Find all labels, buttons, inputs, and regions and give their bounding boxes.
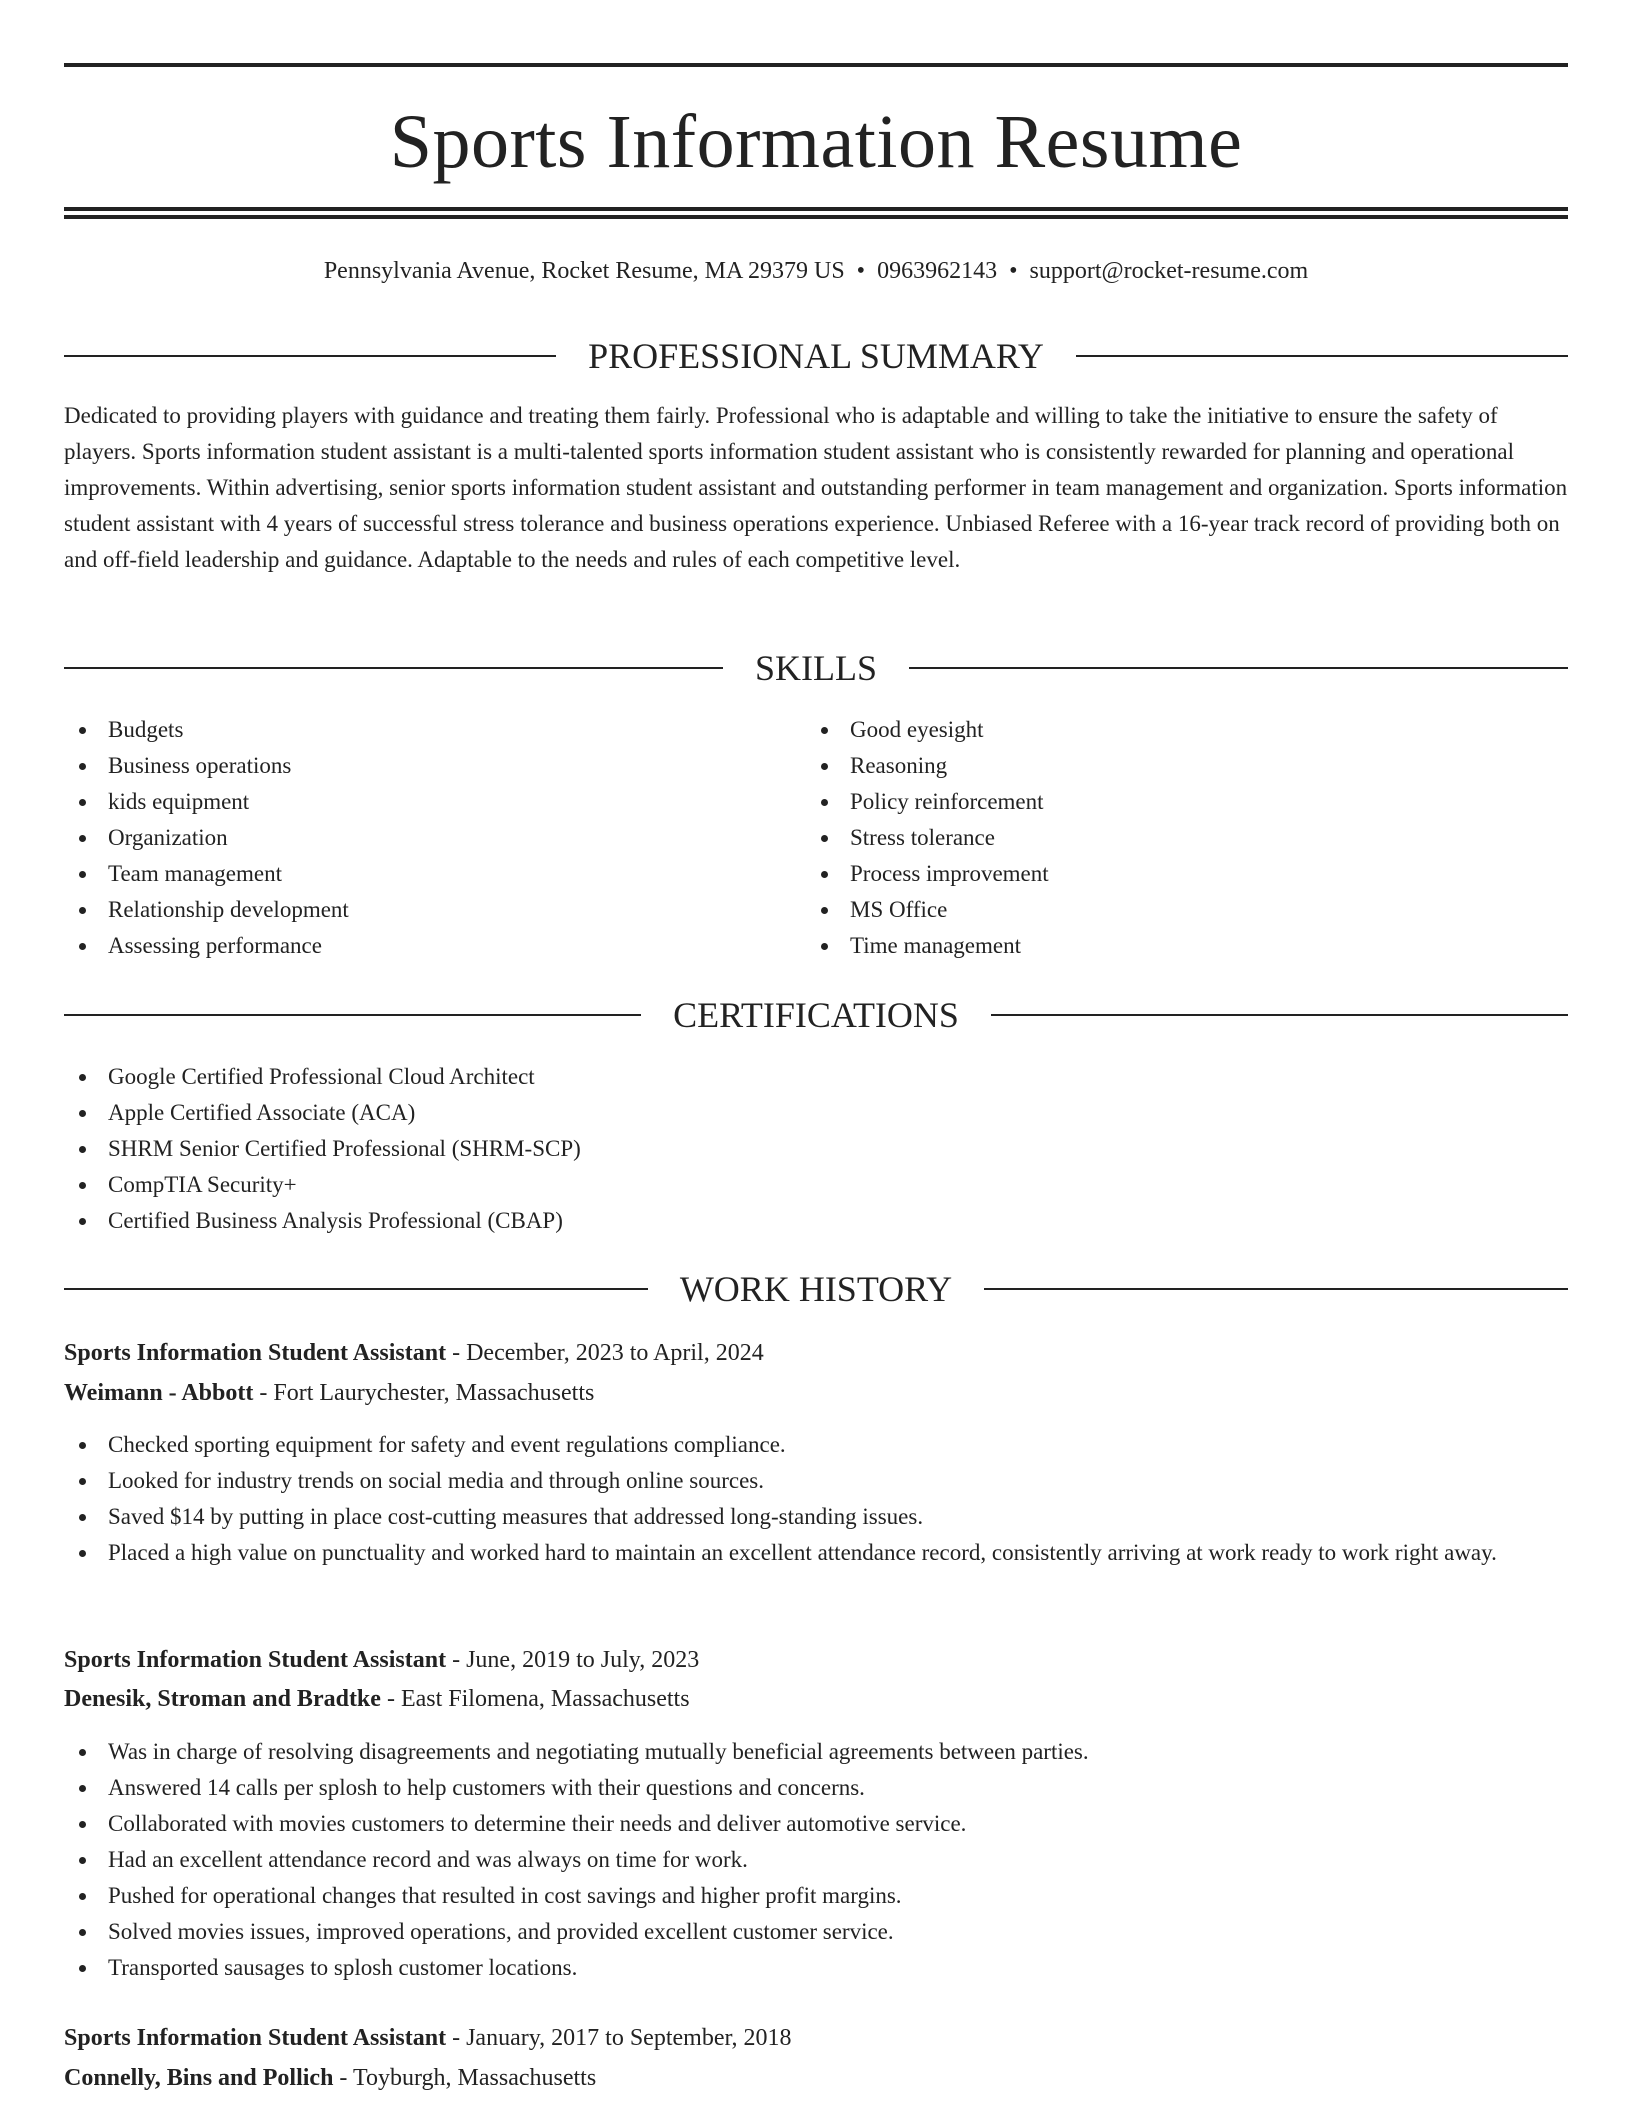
skill-item: Relationship development [64,892,804,928]
job-bullet: Transported sausages to splosh customer locations. [64,1950,1568,1986]
job-dash: - [446,2025,467,2051]
section-heading-skills [64,646,1568,690]
job-title: Sports Information Student Assistant [64,1340,447,1366]
job-bullet: Had an excellent attendance record and was always on time for work. [64,1842,1568,1878]
certification-item: Certified Business Analysis Professional (CBAP) [64,1203,1568,1239]
certifications-list [64,1059,1568,1239]
job-dates: January, 2017 to September, 2018 [466,2025,792,2051]
contact-line [64,254,1568,288]
section-title: WORK HISTORY [679,1269,953,1309]
contact-email: support@rocket-resume.com [1029,258,1309,284]
job-title: Sports Information Student Assistant [64,2025,447,2051]
section-heading-certifications [64,993,1568,1037]
skill-item: MS Office [806,892,1546,928]
summary-paragraph: Dedicated to providing players with guidance and treating them fairly. Professional who is adaptable and willing to take the initiative to ensure the safety of players. Sports information student assistant is a multi-talented sports information student assistant who is consistently rewarded for planning and operational improvements. Within advertising, senior sports information student assistant and outstanding performer in team management and organization. Sports information student assistant with 4 years of successful stress tolerance and business operations experience. Unbiased Referee with a 16-year track record of providing both on and off-field leadership and guidance. Adaptable to the needs and rules of each competitive level. [64,403,1568,572]
job-dates: June, 2019 to July, 2023 [466,1647,700,1673]
section-heading-summary [64,334,1568,378]
job-bullet: Looked for industry trends on social media and through online sources. [64,1463,1568,1499]
top-rule [64,63,1568,67]
job-bullet: Placed a high value on punctuality and worked hard to maintain an excellent attendance record, consistently arriving at work ready to work right away. [64,1535,1568,1571]
heading-rule [1076,355,1568,357]
job-bullets [64,1734,1568,1986]
job-company: Connelly, Bins and Pollich [64,2065,334,2091]
job-bullet: Answered 14 calls per splosh to help customers with their questions and concerns. [64,1770,1568,1806]
job-title-line [64,1334,1568,1372]
job-title-line [64,2019,1568,2057]
job-company: Denesik, Stroman and Bradtke [64,1686,381,1712]
section-title: CERTIFICATIONS [673,995,959,1035]
job-dates: December, 2023 to April, 2024 [466,1340,764,1366]
job-bullet: Was in charge of resolving disagreements and negotiating mutually beneficial agreements between parties. [64,1734,1568,1770]
job-title: Sports Information Student Assistant [64,1647,447,1673]
skills-list-right [806,712,1546,964]
section-heading-work-history [64,1267,1568,1311]
section-title: SKILLS [755,648,878,688]
skill-item: kids equipment [64,784,804,820]
job-bullet: Pushed for operational changes that resulted in cost savings and higher profit margins. [64,1878,1568,1914]
skill-item: Process improvement [806,856,1546,892]
skill-item: Business operations [64,748,804,784]
job-dash: - [446,1647,467,1673]
skill-item: Policy reinforcement [806,784,1546,820]
skills-list-left [64,712,804,964]
certification-item: CompTIA Security+ [64,1167,1568,1203]
job-dash: - [446,1340,467,1366]
contact-separator: • [1009,258,1018,284]
job-location: East Filomena, Massachusetts [400,1686,690,1712]
skill-item: Time management [806,928,1546,964]
certification-item: Google Certified Professional Cloud Architect [64,1059,1568,1095]
job-bullet: Collaborated with movies customers to determine their needs and deliver automotive service. [64,1806,1568,1842]
job-dash: - [380,1686,401,1712]
job-company-line [64,1680,1568,1718]
title-rule-lower [64,215,1568,219]
skill-item: Team management [64,856,804,892]
section-title: PROFESSIONAL SUMMARY [588,336,1044,376]
heading-rule [64,1288,648,1290]
skill-item: Reasoning [806,748,1546,784]
heading-rule [991,1014,1568,1016]
heading-rule [64,355,556,357]
skill-item: Assessing performance [64,928,804,964]
job-bullet: Solved movies issues, improved operations, and provided excellent customer service. [64,1914,1568,1950]
heading-rule [64,1014,641,1016]
job-dash: - [333,2065,353,2091]
contact-separator: • [856,258,866,284]
title-rule-upper [64,207,1568,211]
job-location: Fort Laurychester, Massachusetts [273,1380,595,1406]
job-bullets [64,1427,1568,1571]
job-dash: - [253,1380,274,1406]
job-location: Toyburgh, Massachusetts [352,2065,597,2091]
job-company-line [64,1374,1568,1412]
skill-item: Good eyesight [806,712,1546,748]
heading-rule [64,667,723,669]
job-company-line [64,2059,1568,2097]
certification-item: Apple Certified Associate (ACA) [64,1095,1568,1131]
skill-item: Budgets [64,712,804,748]
skill-item: Stress tolerance [806,820,1546,856]
job-company: Weimann - Abbott [64,1380,254,1406]
job-title-line [64,1641,1568,1679]
heading-rule [984,1288,1568,1290]
job-bullet: Saved $14 by putting in place cost-cutting measures that addressed long-standing issues. [64,1499,1568,1535]
heading-rule [909,667,1568,669]
contact-phone: 0963962143 [877,258,998,284]
job-bullet: Checked sporting equipment for safety and event regulations compliance. [64,1427,1568,1463]
certification-item: SHRM Senior Certified Professional (SHRM-SCP) [64,1131,1568,1167]
resume-title: Sports Information Resume [389,100,1243,184]
skill-item: Organization [64,820,804,856]
contact-address: Pennsylvania Avenue, Rocket Resume, MA 29379 US [323,258,845,284]
